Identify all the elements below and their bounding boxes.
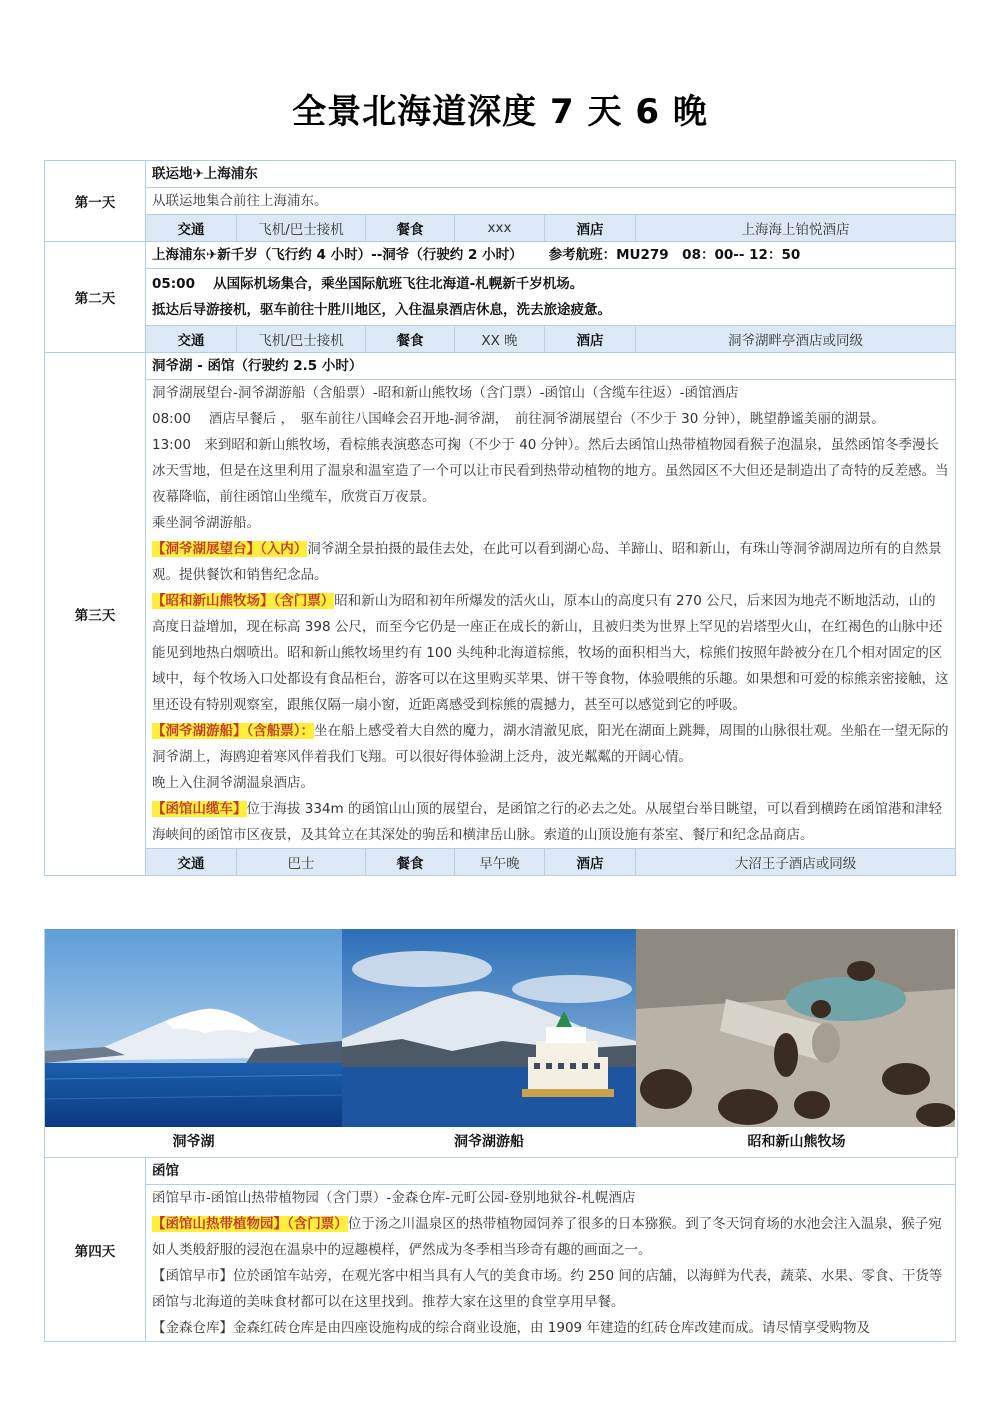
day-route: 联运地✈上海浦东	[146, 161, 956, 188]
hotel-value: 洞爷湖畔亭酒店或同级	[636, 326, 956, 352]
desc-paragraph: 【金森仓库】金森红砖仓库是由四座设施构成的综合商业设施，由 1909 年建造的红砖仓库改建而成。请尽情享受购物及	[152, 1320, 870, 1336]
highlight-label: 【昭和新山熊牧场】（含门票）	[152, 593, 335, 609]
day-route: 函馆	[146, 1158, 956, 1185]
hotel-label: 酒店	[545, 849, 636, 875]
highlight-label: 【洞爷湖游船】（含船票）：	[152, 723, 314, 739]
desc-line: 抵达后导游接机，驱车前往十胜川地区，入住温泉酒店休息，洗去旅途疲惫。	[152, 302, 611, 318]
transport-label: 交通	[146, 215, 237, 241]
hotel-value: 上海海上铂悦酒店	[636, 215, 956, 241]
page-title: 全景北海道深度 7 天 6 晚	[292, 92, 708, 132]
desc-text: 昭和新山为昭和初年所爆发的活火山，原本山的高度只有 270 公尺，后来因为地壳不断地活动，山的高度日益增加，现在标高 398 公尺，而至今它仍是一座正在成长的新山，且被归类为世界上罕见的岩塔型火山，在红褐色的山脉中还能见到地热白烟喷出。昭和新山熊牧场里约有 100 头纯种北海道棕熊，牧场的面积相当大，棕熊们按照年龄被分在几个相对固定的区域中，每个牧场入口处都设有食品柜台，游客可以在这里购买苹果、饼干等食物，体验喂熊的乐趣。如果想和可爱的棕熊亲密接触，这里还设有特别观察室，跟熊仅隔一扇小窗，近距离感受到棕熊的震撼力，甚至可以感觉到它的呼吸。	[152, 593, 949, 713]
transport-label: 交通	[146, 849, 237, 875]
desc-summary: 洞爷湖展望台-洞爷湖游船（含船票）-昭和新山熊牧场（含门票）-函馆山（含缆车往返）-函馆酒店	[152, 385, 739, 401]
day-label: 第四天	[45, 1158, 146, 1342]
desc-paragraph: 08:00 酒店早餐后 ， 驱车前往八国峰会召开地-洞爷湖， 前往洞爷湖展望台（不少于 30 分钟），眺望静谧美丽的湖景。	[152, 411, 885, 427]
desc-paragraph: 13:00 来到昭和新山熊牧场，看棕熊表演憨态可掬（不少于 40 分钟）。然后去函馆山热带植物园看猴子泡温泉，虽然函馆冬季漫长冰天雪地，但是在这里利用了温泉和温室造了一个可以让市民看到热带动植物的地方。虽然园区不大但还是制造出了奇特的反差感。当夜幕降临，前往函馆山坐缆车，欣赏百万夜景。	[152, 437, 949, 505]
desc-paragraph	[152, 718, 949, 770]
meal-value: 早午晚	[455, 849, 545, 875]
desc-paragraph: 晚上入住洞爷湖温泉酒店。	[152, 775, 314, 791]
desc-line: 05:00 从国际机场集合，乘坐国际航班飞往北海道-札幌新千岁机场。	[152, 276, 584, 292]
day-description	[146, 1185, 956, 1342]
photo-strip	[44, 929, 958, 1127]
highlight-label: 【函馆山缆车】	[152, 801, 247, 817]
desc-paragraph	[152, 536, 949, 588]
photo-captions	[44, 1127, 958, 1158]
photo-bear-ranch	[636, 929, 955, 1127]
desc-summary: 函馆早市-函馆山热带植物园（含门票）-金森仓库-元町公园-登别地狱谷-札幌酒店	[152, 1190, 636, 1206]
hotel-value: 大沼王子酒店或同级	[636, 849, 956, 875]
day-label: 第二天	[45, 242, 146, 353]
hotel-label: 酒店	[545, 215, 636, 241]
info-row	[146, 215, 956, 242]
day-description	[146, 380, 956, 849]
day-route: 洞爷湖 - 函馆（行驶约 2.5 小时）	[146, 353, 956, 380]
meal-label: 餐食	[366, 215, 455, 241]
meal-value: xxx	[455, 215, 545, 241]
day-description: 从联运地集合前往上海浦东。	[146, 188, 956, 215]
info-row	[146, 849, 956, 876]
itinerary-table-upper	[44, 160, 956, 876]
highlight-label: 【洞爷湖展望台】（入内）	[152, 541, 308, 557]
itinerary-table-lower	[44, 1157, 956, 1342]
desc-text: 坐在船上感受着大自然的魔力，湖水清澈见底，阳光在湖面上跳舞，周围的山脉很壮观。坐船在一望无际的洞爷湖上，海鸥迎着寒风伴着我们飞翔。可以很好得体验湖上泛舟，波光粼粼的开阔心情。	[152, 723, 949, 765]
photo-lake-cruise	[342, 929, 636, 1127]
desc-paragraph	[152, 796, 949, 848]
transport-value: 巴士	[237, 849, 366, 875]
day-route-row	[146, 242, 956, 269]
desc-paragraph: 【函馆早市】位於函馆车站旁，在观光客中相当具有人气的美食市场。约 250 间的店舗，以海鲜为代表，蔬菜、水果、零食、干货等函馆与北海道的美味食材都可以在这里找到。推荐大家在这里的食堂享用早餐。	[152, 1268, 943, 1310]
hotel-label: 酒店	[545, 326, 636, 352]
desc-paragraph: 乘坐洞爷湖游船。	[152, 515, 260, 531]
day-label: 第三天	[45, 353, 146, 876]
meal-label: 餐食	[366, 849, 455, 875]
info-row	[146, 326, 956, 353]
highlight-label: 【函馆山热带植物园】（含门票）	[152, 1216, 348, 1232]
desc-paragraph	[152, 588, 949, 718]
photo-caption: 洞爷湖	[172, 1134, 215, 1150]
meal-value: XX 晚	[455, 326, 545, 352]
photo-caption: 洞爷湖游船	[454, 1134, 524, 1150]
meal-label: 餐食	[366, 326, 455, 352]
desc-text: 位于汤之川温泉区的热带植物园饲养了很多的日本猕猴。到了冬天饲育场的水池会注入温泉，猴子宛如人类般舒服的浸泡在温泉中的逗趣模样，俨然成为冬季相当珍奇有趣的画面之一。	[152, 1216, 942, 1258]
photo-caption: 昭和新山熊牧场	[747, 1134, 846, 1150]
transport-label: 交通	[146, 326, 237, 352]
photo-lake-toya	[45, 929, 342, 1127]
day-route: 上海浦东✈新千岁（飞行约 4 小时）--洞爷（行驶约 2 小时）	[152, 247, 523, 263]
transport-value: 飞机/巴士接机	[237, 326, 366, 352]
desc-text: 位于海拔 334m 的函馆山山顶的展望台，是函馆之行的必去之处。从展望台举目眺望，可以看到横跨在函馆港和津轻海峡间的函馆市区夜景，及其耸立在其深处的驹岳和横津岳山脉。索道的山顶设施有茶室、餐厅和纪念品商店。	[152, 801, 942, 843]
day-label: 第一天	[45, 161, 146, 242]
transport-value: 飞机/巴士接机	[237, 215, 366, 241]
day-description	[146, 269, 956, 326]
desc-text: 洞爷湖全景拍摄的最佳去处，在此可以看到湖心岛、羊蹄山、昭和新山，有珠山等洞爷湖周边所有的自然景观。提供餐饮和销售纪念品。	[152, 541, 942, 583]
flight-reference: 参考航班：MU279 08：00-- 12：50	[548, 247, 801, 263]
desc-paragraph	[152, 1211, 949, 1263]
